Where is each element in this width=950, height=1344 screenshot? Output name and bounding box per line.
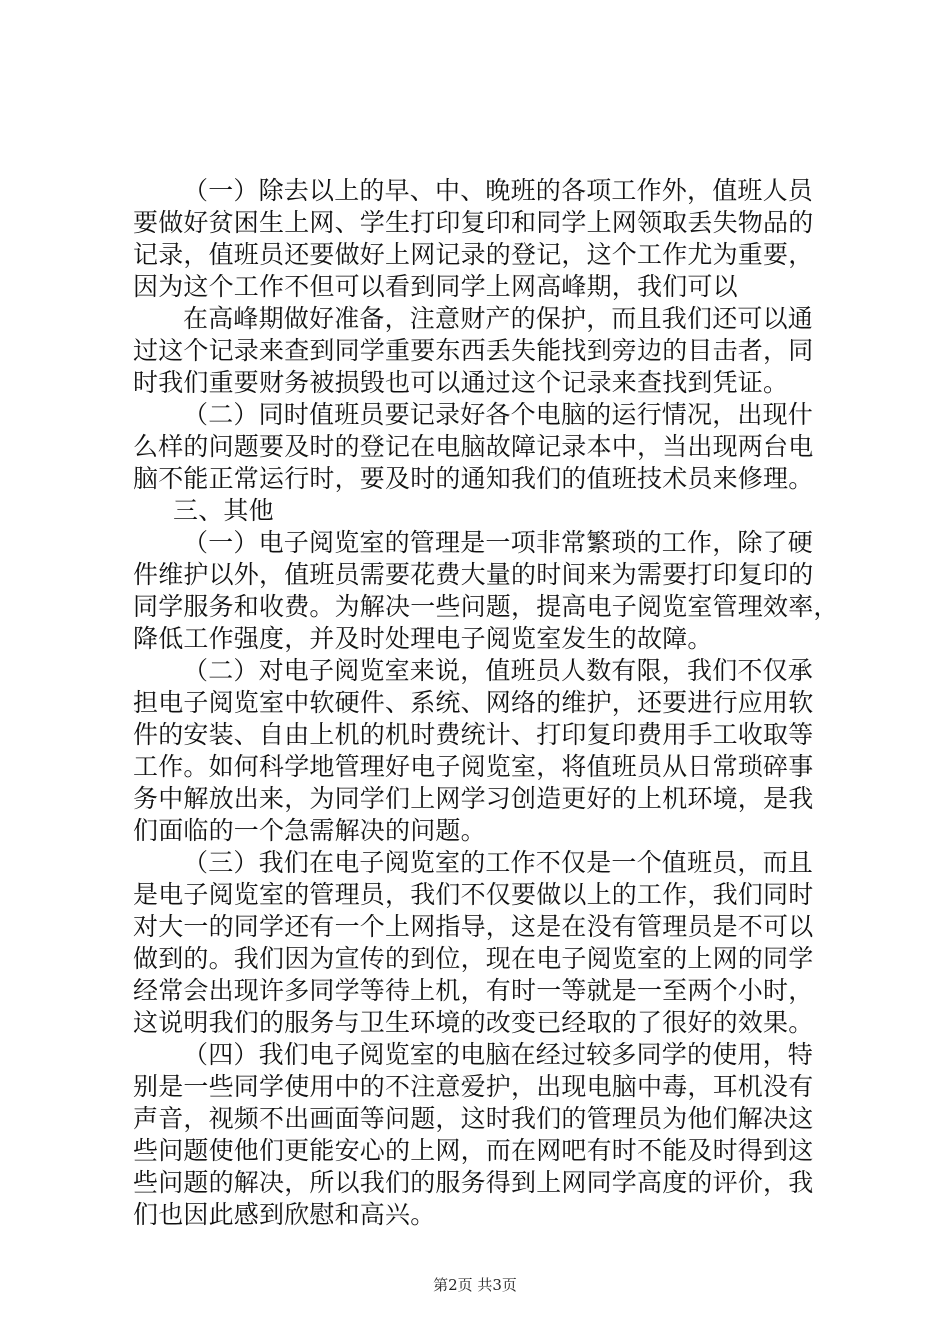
text-line: 降低工作强度，并及时处理电子阅览室发生的故障。: [133, 624, 713, 653]
text-line: 声音，视频不出画面等问题，这时我们的管理员为他们解决这: [133, 1104, 814, 1133]
text-line: 同学服务和收费。为解决一些问题，提高电子阅览室管理效率，: [133, 592, 839, 621]
text-line: 脑不能正常运行时，要及时的通知我们的值班技术员来修理。: [133, 464, 814, 493]
text-line: 些问题的解决，所以我们的服务得到上网同学高度的评价，我: [133, 1168, 814, 1197]
text-line: （二）同时值班员要记录好各个电脑的运行情况，出现什: [183, 400, 814, 429]
text-line: 们也因此感到欣慰和高兴。: [133, 1200, 436, 1229]
text-line: （四）我们电子阅览室的电脑在经过较多同学的使用，特: [183, 1040, 814, 1069]
text-line: 对大一的同学还有一个上网指导，这是在没有管理员是不可以: [133, 912, 814, 941]
page-number-footer: 第2页 共3页: [433, 1276, 517, 1294]
text-line: （二）对电子阅览室来说，值班员人数有限，我们不仅承: [183, 656, 814, 685]
text-line: 过这个记录来查到同学重要东西丢失能找到旁边的目击者，同: [133, 336, 814, 365]
section-heading: 三、其他: [173, 496, 274, 525]
text-line: 么样的问题要及时的登记在电脑故障记录本中，当出现两台电: [133, 432, 814, 461]
text-line: 务中解放出来，为同学们上网学习创造更好的上机环境，是我: [133, 784, 814, 813]
text-line: 工作。如何科学地管理好电子阅览室，将值班员从日常琐碎事: [133, 752, 814, 781]
text-line: 些问题使他们更能安心的上网，而在网吧有时不能及时得到这: [133, 1136, 814, 1165]
text-line: 记录，值班员还要做好上网记录的登记，这个工作尤为重要，: [133, 240, 814, 269]
text-line: 因为这个工作不但可以看到同学上网高峰期，我们可以: [133, 272, 738, 301]
text-line: 件维护以外，值班员需要花费大量的时间来为需要打印复印的: [133, 560, 814, 589]
text-line: 时我们重要财务被损毁也可以通过这个记录来查找到凭证。: [133, 368, 789, 397]
text-line: （一）除去以上的早、中、晚班的各项工作外，值班人员: [183, 176, 814, 205]
text-line: 这说明我们的服务与卫生环境的改变已经取的了很好的效果。: [133, 1008, 814, 1037]
text-line: 做到的。我们因为宣传的到位，现在电子阅览室的上网的同学: [133, 944, 814, 973]
text-line: 件的安装、自由上机的机时费统计、打印复印费用手工收取等: [133, 720, 814, 749]
text-line: （三）我们在电子阅览室的工作不仅是一个值班员，而且: [183, 848, 814, 877]
text-line: （一）电子阅览室的管理是一项非常繁琐的工作，除了硬: [183, 528, 814, 557]
text-line: 经常会出现许多同学等待上机，有时一等就是一至两个小时，: [133, 976, 814, 1005]
text-line: 在高峰期做好准备，注意财产的保护，而且我们还可以通: [183, 304, 814, 333]
text-line: 要做好贫困生上网、学生打印复印和同学上网领取丢失物品的: [133, 208, 814, 237]
text-line: 担电子阅览室中软硬件、系统、网络的维护，还要进行应用软: [133, 688, 814, 717]
text-line: 别是一些同学使用中的不注意爱护，出现电脑中毒，耳机没有: [133, 1072, 814, 1101]
text-line: 们面临的一个急需解决的问题。: [133, 816, 486, 845]
text-line: 是电子阅览室的管理员，我们不仅要做以上的工作，我们同时: [133, 880, 814, 909]
